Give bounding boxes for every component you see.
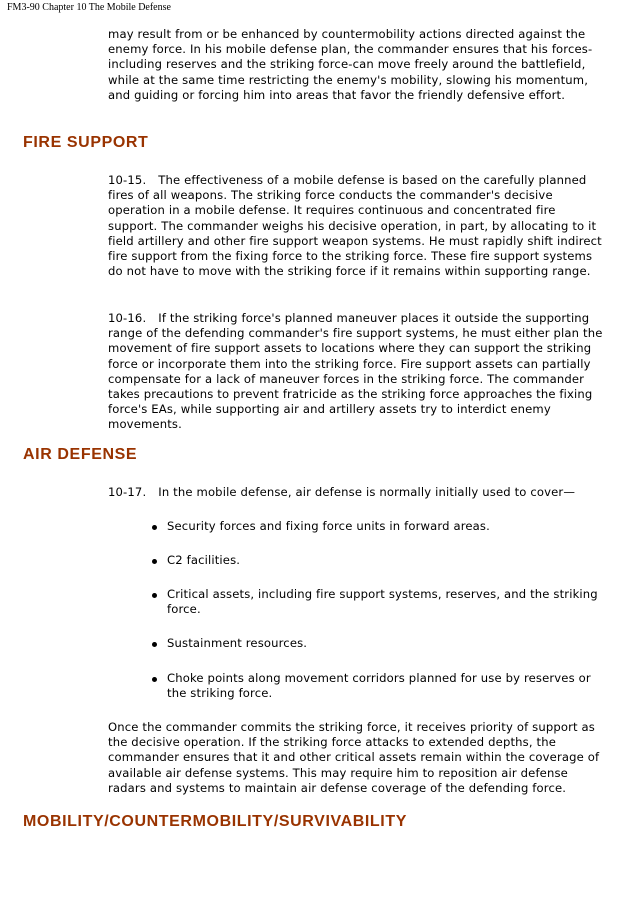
intro-paragraph: may result from or be enhanced by countermobility actions directed against the enemy force. In his mobile defense plan, the commander ensures that his forces-including reserves and the striking force-can move freely around the battlefield, while at the same time restricting the enemy's mobility, slowing his momentum, and guiding or forcing him into areas that favor the friendly defensive effort.	[108, 27, 593, 102]
paragraph-10-16	[108, 311, 606, 433]
paragraph-text: In the mobile defense, air defense is normally initially used to cover—	[158, 485, 576, 499]
paragraph-text: The effectiveness of a mobile defense is based on the carefully planned fires of all weapons. The striking force conducts the commander's decisive operation in a mobile defense. It requires continuous and concentrated fire support. The commander weighs his decisive operation, in part, by allocating to it field artillery and other fire support weapon systems. He must rapidly shift indirect fire support from the fixing force to the striking force. These fire support systems do not have to move with the striking force if it remains within supporting range.	[108, 173, 602, 279]
heading-air-defense: AIR DEFENSE	[23, 446, 138, 463]
paragraph-10-15	[108, 173, 606, 279]
bullet-icon	[152, 559, 157, 564]
bullet-icon	[152, 525, 157, 530]
list-item	[150, 519, 600, 534]
air-defense-closing-paragraph: Once the commander commits the striking force, it receives priority of support as the decisive operation. If the striking force attacks to extended depths, the commander ensures that it and other critical assets remain within the coverage of available air defense systems. This may require him to reposition air defense radars and systems to maintain air defense coverage of the defending force.	[108, 720, 600, 795]
paragraph-text: If the striking force's planned maneuver places it outside the supporting range of the defending commander's fire support systems, he must either plan the movement of fire support assets to locations where they can support the striking force or incorporate them into the striking force. Fire support assets can partially compensate for a lack of maneuver forces in the striking force. The commander takes precautions to prevent fratricide as the striking force approaches the fixing force's EAs, while supporting air and artillery assets try to interdict enemy movements.	[108, 311, 603, 432]
list-item	[150, 636, 600, 651]
paragraph-number: 10-15.	[108, 173, 147, 187]
bullet-icon	[152, 677, 157, 682]
list-item-text: Sustainment resources.	[167, 636, 308, 650]
running-head: FM3-90 Chapter 10 The Mobile Defense	[7, 2, 171, 13]
bullet-icon	[152, 593, 157, 598]
paragraph-10-17	[108, 485, 606, 500]
list-item-text: Security forces and fixing force units in forward areas.	[167, 519, 490, 533]
list-item-text: Choke points along movement corridors planned for use by reserves or the striking force.	[167, 671, 591, 701]
heading-mobility: MOBILITY/COUNTERMOBILITY/SURVIVABILITY	[23, 813, 407, 830]
paragraph-number: 10-17.	[108, 485, 147, 499]
list-item	[150, 553, 600, 568]
paragraph-number: 10-16.	[108, 311, 147, 325]
list-item	[150, 587, 600, 617]
bullet-icon	[152, 642, 157, 647]
heading-fire-support: FIRE SUPPORT	[23, 134, 149, 151]
list-item-text: Critical assets, including fire support systems, reserves, and the striking force.	[167, 587, 598, 617]
list-item-text: C2 facilities.	[167, 553, 241, 567]
list-item	[150, 671, 600, 701]
